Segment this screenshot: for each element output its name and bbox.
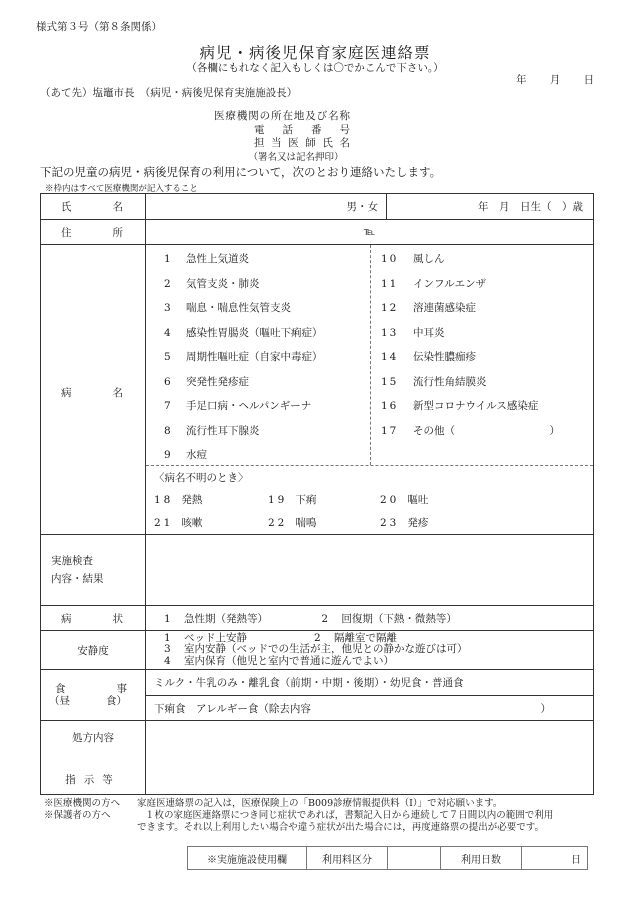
intro-text: 下記の児童の病児・病後児保育の利用について，次のとおり連絡いたします。 — [40, 165, 442, 179]
disease-option[interactable]: 7 手足口病・ヘルパンギーナ — [164, 400, 312, 412]
disease-option[interactable]: 3 喘息・喘息性気管支炎 — [164, 302, 291, 314]
disease-option[interactable]: 16 新型コロナウイルス感染症 — [381, 400, 539, 412]
row-address — [41, 220, 594, 245]
disease-option[interactable]: 13 中耳炎 — [381, 326, 445, 339]
usage-days-label: 利用日数 — [441, 847, 522, 870]
rest-option[interactable]: 2 隔離室で隔離 — [314, 631, 397, 644]
prescription-label: 処方内容 指示等 — [41, 721, 146, 795]
disease-option[interactable]: 12 溶連菌感染症 — [381, 302, 476, 314]
unknown-disease-title: 〈病名不明のとき〉 — [154, 472, 249, 484]
row-prescription — [41, 721, 594, 795]
disease-option[interactable]: 5 周期性嘔吐症（自家中毒症） — [164, 351, 323, 363]
test-field[interactable] — [146, 535, 594, 606]
row-test — [41, 535, 594, 606]
addressee: （あて先）塩竈市長 （病児・病後児保育実施施設長） — [40, 87, 298, 99]
prescription-field[interactable] — [146, 721, 594, 795]
institution-location-label: 医療機関の所在地及び名称 — [214, 110, 350, 122]
note-medical: ※医療機関の方へ 家庭医連絡票の記入は，医療保険上の「B009診療情報提供料（Ⅰ）」で対応願います。 — [44, 798, 503, 809]
symptom-option[interactable]: 20 嘔吐 — [380, 494, 429, 506]
disease-option[interactable]: 8 流行性耳下腺炎 — [164, 424, 260, 437]
rest-label: 安静度 — [41, 631, 146, 670]
disease-option[interactable]: 11 インフルエンザ — [381, 277, 487, 290]
facility-label: ※実施施設使用欄 — [188, 847, 307, 870]
symptom-option[interactable]: 19 下痢 — [268, 494, 317, 506]
date-field[interactable]: 年 月 日 — [516, 74, 595, 86]
form-number: 様式第３号（第８条関係） — [36, 21, 162, 33]
disease-option[interactable]: 15 流行性角結膜炎 — [381, 375, 487, 388]
address-label: 住 所 — [41, 220, 146, 245]
meal-label: 食 事 （昼 食） — [41, 670, 146, 721]
rest-option[interactable]: 1 ベッド上安静 — [164, 631, 247, 644]
row-rest — [41, 631, 594, 670]
form-subtitle: （各欄にもれなく記入もしくは〇でかこんで下さい。） — [186, 62, 444, 74]
phone-label: 電 話 番 号 — [254, 123, 350, 136]
name-label: 氏 名 — [41, 194, 146, 220]
symptoms-option[interactable]: 2 回復期（下熱・微熱等） — [321, 612, 457, 625]
disease-option-other[interactable]: 17 その他（ ） — [381, 424, 560, 437]
disease-options — [146, 245, 594, 535]
disease-option[interactable]: 6 突発性発疹症 — [164, 375, 249, 388]
row-disease — [41, 245, 594, 535]
signature-note: （署名又は記名押印） — [248, 151, 344, 163]
test-label: 実施検査 内容・結果 — [41, 535, 146, 606]
liaison-form-table — [40, 193, 594, 795]
unknown-disease-section — [146, 466, 593, 534]
rest-option[interactable]: 4 室内保育（他児と室内で普通に遊んでよい） — [164, 654, 394, 667]
row-name — [41, 194, 594, 220]
form-title: 病児・病後児保育家庭医連絡票 — [199, 44, 431, 62]
rest-options — [146, 631, 594, 670]
disease-option[interactable]: 14 伝染性膿痂疹 — [381, 351, 476, 363]
disease-list-left — [146, 245, 371, 465]
symptom-option[interactable]: 22 喘鳴 — [268, 517, 317, 529]
symptoms-label: 病 状 — [41, 606, 146, 631]
meal-options[interactable]: ミルク・牛乳のみ・離乳食（前期・中期・後期）・幼児食・普通食 — [146, 670, 594, 696]
meal-special-options[interactable]: 下痢食 アレルギー食（除去内容 ） — [146, 696, 594, 721]
disease-option[interactable]: 9 水痘 — [164, 449, 207, 461]
symptom-option[interactable]: 18 発熱 — [154, 494, 203, 506]
fee-category-field[interactable] — [388, 847, 441, 870]
symptoms-options — [146, 606, 594, 631]
note-guardian-cont: できます。それ以上利用したい場合や違う症状が出た場合には，再度連絡票の提出が必要です。 — [137, 822, 544, 833]
row-meal — [41, 670, 594, 696]
symptoms-option[interactable]: 1 急性期（発熱等） — [164, 612, 268, 625]
name-sex-field[interactable]: 男・女 — [146, 194, 387, 220]
tel-icon: ℡ — [363, 226, 376, 238]
footnotes — [44, 798, 553, 834]
note-top: ※枠内はすべて医療機関が記入すること — [45, 184, 198, 194]
fee-category-label: 利用料区分 — [307, 847, 388, 870]
symptom-option[interactable]: 23 発疹 — [380, 517, 429, 529]
rest-option[interactable]: 3 室内安静（ベッドでの生活が主，他児との静かな遊びは可） — [164, 643, 468, 656]
institution-block — [214, 110, 350, 164]
disease-option[interactable]: 1 急性上気道炎 — [164, 253, 249, 265]
disease-option[interactable]: 2 気管支炎・肺炎 — [164, 277, 260, 290]
birthdate-age-field[interactable]: 年 月 日生（ ）歳 — [387, 194, 594, 220]
disease-option[interactable]: 4 感染性胃腸炎（嘔吐下痢症） — [164, 326, 323, 339]
address-tel-field[interactable] — [146, 220, 594, 245]
row-symptoms — [41, 606, 594, 631]
disease-option[interactable]: 10 風しん — [381, 253, 445, 265]
facility-use-table — [187, 846, 588, 870]
disease-list-right — [371, 245, 560, 465]
usage-days-field[interactable]: 日 — [522, 847, 588, 870]
doctor-name-label: 担 当 医 師 氏 名 — [254, 137, 350, 149]
disease-label: 病 名 — [41, 245, 146, 535]
symptom-option[interactable]: 21 咳嗽 — [154, 517, 203, 529]
note-guardian: ※保護者の方へ １枚の家庭医連絡票につき同じ症状であれば，書類記入日から連続して７日間以内の範囲で利用 — [44, 810, 554, 821]
